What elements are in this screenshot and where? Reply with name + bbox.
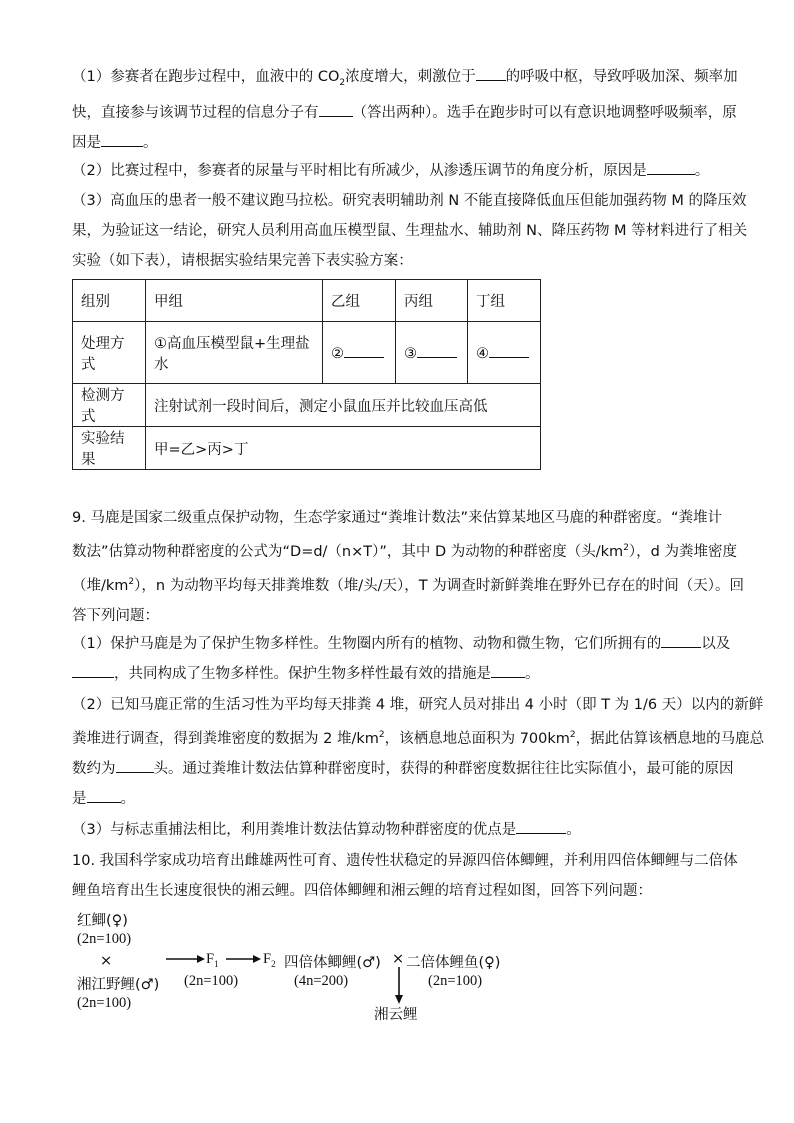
q8-p1-text: 快，直接参与该调节过程的信息分子有 bbox=[72, 104, 319, 121]
superscript: 2 bbox=[128, 576, 135, 587]
superscript: 2 bbox=[623, 543, 629, 553]
row-label: 处理方式 bbox=[73, 322, 146, 384]
q10-intro-line: 鲤鱼培育出生长速度很快的湘云鲤。四倍体鲫鲤和湘云鲤的培育过程如图，回答下列问题： bbox=[72, 883, 652, 899]
table-header-row bbox=[73, 280, 541, 322]
table-header-cell: 组别 bbox=[73, 280, 146, 322]
q9-intro bbox=[72, 503, 744, 631]
row-label: 检测方式 bbox=[73, 384, 146, 427]
cell-jia-treatment: ①高血压模型鼠+生理盐水 bbox=[146, 322, 323, 384]
experiment-table bbox=[72, 279, 541, 470]
q10-intro-line: 10. 我国科学家成功培育出雌雄两性可育、遗传性状稳定的异源四倍体鲫鲤，并利用四倍体鲫鲤与二倍体 bbox=[72, 853, 738, 869]
row-label: 实验结果 bbox=[73, 427, 146, 470]
answer-blank[interactable] bbox=[116, 758, 154, 773]
answer-blank[interactable] bbox=[417, 343, 457, 358]
circled-number: ③ bbox=[404, 346, 417, 362]
q8-p2-text: （2）比赛过程中，参赛者的尿量与平时相比有所减少，从渗透压调节的角度分析，原因是 bbox=[72, 163, 647, 179]
q8-p1-text: 因是 bbox=[72, 134, 101, 151]
circled-number: ② bbox=[331, 346, 344, 362]
subscript: 2 bbox=[271, 958, 276, 969]
q9-part3 bbox=[72, 815, 724, 845]
table-row-result bbox=[73, 427, 541, 470]
table-header-cell: 甲组 bbox=[146, 280, 323, 322]
circled-number: ④ bbox=[476, 346, 489, 362]
f1-label bbox=[206, 951, 219, 969]
diploid-label: 二倍体鲤鱼(♀) bbox=[406, 955, 501, 971]
arrow-right-icon bbox=[166, 952, 206, 966]
f1-letter: F bbox=[206, 951, 215, 967]
answer-blank[interactable] bbox=[344, 343, 384, 358]
q9-part1 bbox=[72, 629, 731, 689]
subscript: 1 bbox=[214, 958, 219, 969]
q9-intro-text: （堆/km bbox=[72, 577, 129, 594]
table-header-cell: 乙组 bbox=[323, 280, 396, 322]
f2-label bbox=[263, 951, 276, 969]
cell-detect-method: 注射试剂一段时间后，测定小鼠血压并比较血压高低 bbox=[146, 384, 541, 427]
tetraploid-label: 四倍体鲫鲤(♂) bbox=[284, 955, 381, 971]
diploid-chromosome: (2n=100) bbox=[428, 973, 483, 989]
q9-p2-text: 头。通过粪堆计数法估算种群密度时，获得的种群密度数据往往比实际值小，最可能的原因 bbox=[153, 760, 734, 777]
breeding-diagram bbox=[72, 905, 592, 1035]
answer-blank[interactable] bbox=[647, 160, 695, 175]
q8-p1-text: （答出两种）。选手在跑步时可以有意识地调整呼吸频率，原 bbox=[352, 104, 737, 121]
f1-chromosome: (2n=100) bbox=[184, 973, 239, 989]
table-header-cell: 丁组 bbox=[468, 280, 541, 322]
answer-blank[interactable] bbox=[489, 343, 529, 358]
subscript: 2 bbox=[339, 77, 346, 88]
q9-intro-text: ），d 为粪堆密度 bbox=[628, 543, 737, 560]
q8-p3-line: 果，为验证这一结论，研究人员利用高血压模型鼠、生理盐水、辅助剂 N、降压药物 M 等材料进行了相关 bbox=[72, 223, 748, 239]
q9-p2-text: 是 bbox=[72, 790, 87, 807]
arrow-right-icon bbox=[226, 952, 262, 966]
answer-blank[interactable] bbox=[319, 102, 353, 117]
table-row-treatment bbox=[73, 322, 541, 384]
q8-p2-text: 。 bbox=[694, 163, 710, 179]
q8-p3-line: 实验（如下表），请根据实验结果完善下表实验方案： bbox=[72, 253, 413, 269]
q9-p1-text: （1）保护马鹿是为了保护生物多样性。生物圈内所有的植物、动物和微生物，它们所拥有的 bbox=[72, 636, 662, 652]
q9-p2-text: 粪堆进行调查，得到粪堆密度的数据为 2 堆/km bbox=[72, 730, 379, 747]
arrow-down-icon bbox=[392, 967, 406, 1005]
parent2-label: 湘江野鲤(♂) bbox=[77, 977, 160, 993]
q8-p1-text: 。 bbox=[143, 134, 158, 151]
q10-intro bbox=[72, 846, 738, 906]
q9-p3-text: 。 bbox=[566, 822, 581, 838]
tetraploid-chromosome: (4n=200) bbox=[294, 973, 349, 989]
q9-intro-text: ），n 为动物平均每天排粪堆数（堆/头/天），T 为调查时新鲜粪堆在野外已存在的时间（天）。回 bbox=[134, 577, 744, 594]
cross-symbol: × bbox=[100, 953, 113, 969]
q9-intro-line: 答下列问题： bbox=[72, 607, 159, 624]
answer-blank[interactable] bbox=[476, 66, 506, 81]
q8-part1 bbox=[72, 62, 738, 158]
q9-p2-text: 数约为 bbox=[72, 760, 116, 777]
answer-blank[interactable] bbox=[661, 633, 701, 648]
parent2-chromosome: (2n=100) bbox=[77, 995, 132, 1011]
f2-letter: F bbox=[263, 951, 272, 967]
parent1-chromosome: (2n=100) bbox=[77, 931, 132, 947]
q9-intro-text: 数法”估算动物种群密度的公式为“D=d/（n×T）”，其中 D 为动物的种群密度（头/km bbox=[72, 543, 624, 560]
cross-symbol: × bbox=[392, 951, 405, 967]
answer-blank[interactable] bbox=[87, 788, 121, 803]
answer-blank[interactable] bbox=[491, 663, 525, 678]
cell-result: 甲=乙>丙>丁 bbox=[146, 427, 541, 470]
q9-p2-text: ，该栖息地总面积为 700km bbox=[384, 730, 570, 747]
answer-blank[interactable] bbox=[72, 663, 114, 678]
answer-blank[interactable] bbox=[101, 132, 143, 147]
q9-p1-text: 以及 bbox=[701, 636, 731, 652]
q8-part3 bbox=[72, 186, 748, 276]
q8-p1-text: 的呼吸中枢，导致呼吸加深、频率加 bbox=[505, 69, 738, 85]
offspring-label: 湘云鲤 bbox=[374, 1007, 418, 1023]
q9-p1-text: ，共同构成了生物多样性。保护生物多样性最有效的措施是 bbox=[114, 666, 491, 682]
q9-part2 bbox=[72, 690, 765, 814]
table-row-detect bbox=[73, 384, 541, 427]
cell-yi-treatment bbox=[323, 322, 396, 384]
q9-p2-line: （2）已知马鹿正常的生活习性为平均每天排粪 4 堆，研究人员对排出 4 小时（即 T 为 1/6 天）以内的新鲜 bbox=[72, 697, 764, 713]
q9-intro-line: 9. 马鹿是国家二级重点保护动物，生态学家通过“粪堆计数法”来估算某地区马鹿的种群密度。“粪堆计 bbox=[72, 510, 722, 526]
superscript: 2 bbox=[569, 730, 576, 740]
table-header-cell: 丙组 bbox=[396, 280, 468, 322]
q9-p3-text: （3）与标志重捕法相比，利用粪堆计数法估算动物种群密度的优点是 bbox=[72, 822, 517, 838]
q8-part2 bbox=[72, 156, 724, 186]
q8-p1-text: 浓度增大，刺激位于 bbox=[345, 69, 476, 85]
q9-p2-text: ，据此估算该栖息地的马鹿总 bbox=[575, 730, 765, 747]
superscript: 2 bbox=[378, 730, 385, 740]
cell-bing-treatment bbox=[396, 322, 468, 384]
parent1-label: 红鲫(♀) bbox=[77, 913, 128, 929]
answer-blank[interactable] bbox=[516, 819, 566, 834]
q9-p1-text: 。 bbox=[525, 666, 540, 682]
q9-p2-text: 。 bbox=[120, 790, 135, 807]
q8-p1-text: （1）参赛者在跑步过程中，血液中的 CO bbox=[72, 69, 340, 85]
q8-p3-line: （3）高血压的患者一般不建议跑马拉松。研究表明辅助剂 N 不能直接降低血压但能加强药物 M 的降压效 bbox=[72, 193, 747, 209]
cell-ding-treatment bbox=[468, 322, 541, 384]
